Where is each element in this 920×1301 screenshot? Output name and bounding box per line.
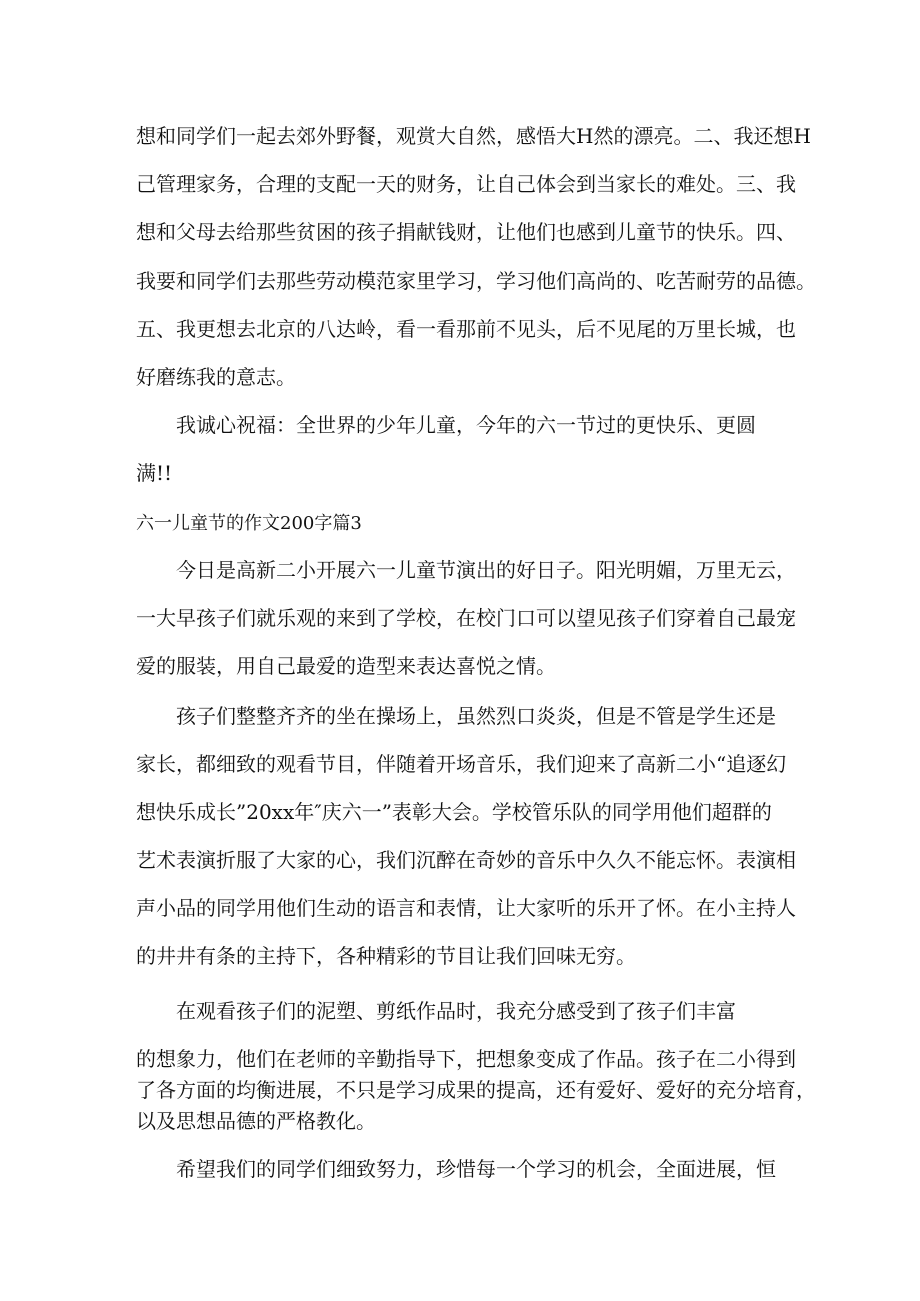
- paragraph-4-line-1: 孩子们整整齐齐的坐在操场上，虽然烈口炎炎，但是不管是学生还是: [176, 704, 776, 728]
- paragraph-3-line-2: 一大早孩子们就乐观的来到了学校，在校门口可以望见孩子们穿着自己最宠: [136, 606, 796, 630]
- paragraph-4-line-5: 声小品的同学用他们生动的语言和表情，让大家听的乐开了怀。在小主持人: [136, 896, 796, 920]
- paragraph-1-line-3: 想和父母去给那些贫困的孩子捐献钱财，让他们也感到儿童节的快乐。四、: [136, 220, 796, 244]
- paragraph-4-line-4: 艺术表演折服了大家的心，我们沉醉在奇妙的音乐中久久不能忘怀。表演相: [136, 848, 796, 872]
- paragraph-5-line-4: 以及思想品德的严格教化。: [136, 1109, 376, 1133]
- paragraph-4-line-3: 想快乐成长”20xx年″庆六一”表彰大会。学校管乐队的同学用他们超群的: [136, 800, 772, 824]
- paragraph-5-line-2: 的想象力，他们在老师的辛勤指导下，把想象变成了作品。孩子在二小得到: [136, 1047, 796, 1071]
- paragraph-1-line-1: 想和同学们一起去郊外野餐，观赏大自然，感悟大H然的漂亮。二、我还想H: [136, 124, 811, 148]
- paragraph-1-line-2: 己管理家务，合理的支配一天的财务，让自己体会到当家长的难处。三、我: [136, 172, 796, 196]
- paragraph-5-line-1: 在观看孩子们的泥塑、剪纸作品时，我充分感受到了孩子们丰富: [176, 999, 736, 1023]
- paragraph-5-line-3: 了各方面的均衡进展，不只是学习成果的提高，还有爱好、爱好的充分培育，: [136, 1078, 816, 1102]
- paragraph-4-line-6: 的井井有条的主持下，各种精彩的节目让我们回味无穷。: [136, 944, 636, 968]
- paragraph-6-line-1: 希望我们的同学们细致努力，珍惜每一个学习的机会，全面进展，恒: [176, 1157, 776, 1181]
- section-heading: 六一儿童节的作文200字篇3: [136, 513, 362, 534]
- paragraph-1-line-4: 我要和同学们去那些劳动模范家里学习，学习他们高尚的、吃苦耐劳的品德。: [136, 269, 816, 293]
- paragraph-2-line-1: 我诚心祝福：全世界的少年儿童，今年的六一节过的更快乐、更圆: [176, 413, 756, 437]
- paragraph-3-line-1: 今日是高新二小开展六一儿童节演出的好日子。阳光明媚，万里无云，: [176, 558, 796, 582]
- paragraph-4-line-2: 家长，都细致的观看节目，伴随着开场音乐，我们迎来了高新二小“追逐幻: [136, 752, 787, 776]
- paragraph-2-line-2: 满!!: [136, 461, 173, 485]
- paragraph-3-line-3: 爱的服装，用自己最爱的造型来表达喜悦之情。: [136, 654, 556, 678]
- paragraph-1-line-5: 五、我更想去北京的八达岭，看一看那前不见头，后不见尾的万里长城，也: [136, 317, 796, 341]
- paragraph-1-line-6: 好磨练我的意志。: [136, 365, 296, 389]
